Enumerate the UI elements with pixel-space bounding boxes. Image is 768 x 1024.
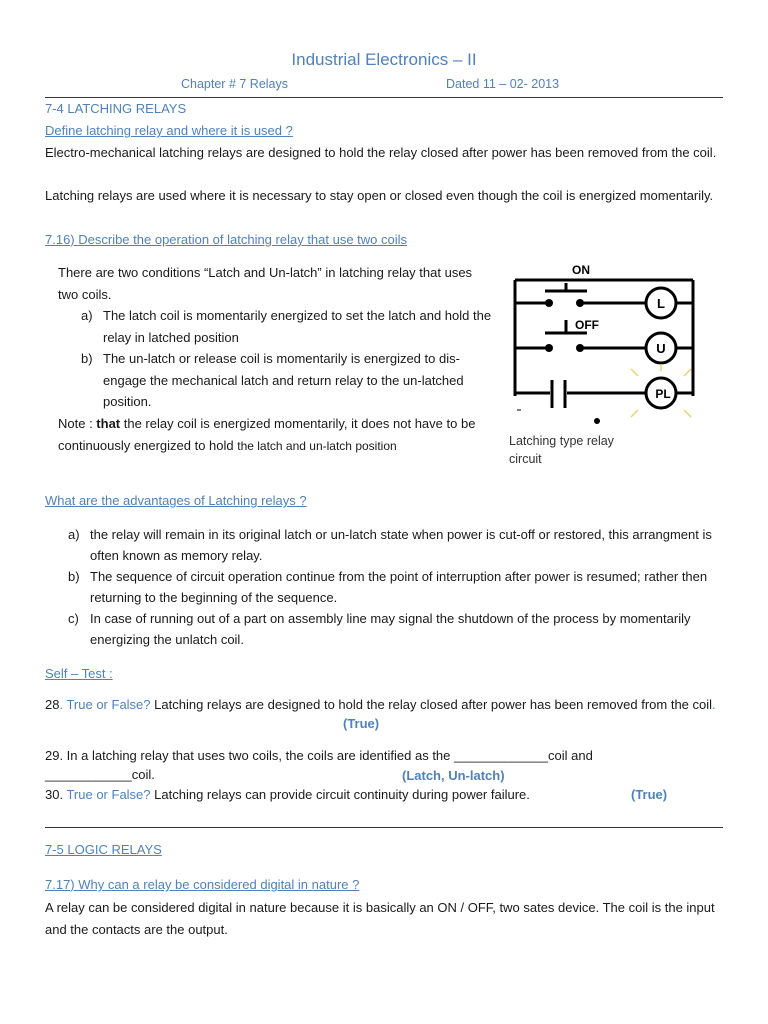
coil-u-label: U <box>656 341 666 356</box>
off-label: OFF <box>575 318 599 332</box>
list-item: a) The latch coil is momentarily energized to set the latch and hold the relay in latched position <box>81 308 492 345</box>
question-29: 29. In a latching relay that uses two coils, the coils are identified as the _____________coil and <box>45 748 593 763</box>
pilot-light-label: PL <box>655 387 671 401</box>
date-label: Dated 11 – 02- 2013 <box>446 77 560 91</box>
answer-29: (Latch, Un-latch) <box>402 768 505 783</box>
header-divider <box>45 97 723 98</box>
two-coil-intro: There are two conditions “Latch and Un-latch” in latching relay that uses two coils. <box>58 265 473 302</box>
on-label: ON <box>572 263 590 277</box>
note-paragraph: Note : that the relay coil is energized momentarily, it does not have to be continuously energized to hold the latch and un-latch position <box>58 416 476 453</box>
question-define-latching-relay: Define latching relay and where it is used ? <box>45 123 293 138</box>
question-7-16: 7.16) Describe the operation of latching relay that use two coils <box>45 232 408 247</box>
diagram-caption: Latching type relay circuit <box>509 434 614 466</box>
question-7-17: 7.17) Why can a relay be considered digital in nature ? <box>45 877 360 892</box>
chapter-label: Chapter # 7 Relays <box>181 77 289 91</box>
answer-7-17: A relay can be considered digital in nature because it is basically an ON / OFF, two sates device. The coil is the input and the contacts are the output. <box>45 900 715 937</box>
document-title: Industrial Electronics – II <box>291 50 477 69</box>
list-item: b) The sequence of circuit operation continue from the point of interruption after power is resumed; rather then returning to the beginning of the sequence. <box>68 569 708 605</box>
paragraph-latching-usage: Latching relays are used where it is necessary to stay open or closed even though the coil is energized momentarily. <box>45 188 714 203</box>
list-item: b) The un-latch or release coil is momentarily is energized to dis-engage the mechanical latch and return relay to the un-latched position. <box>81 351 464 409</box>
answer-30: (True) <box>631 787 668 802</box>
coil-l-label: L <box>657 296 665 311</box>
latching-relay-circuit-diagram <box>505 258 720 428</box>
section-divider <box>45 827 723 828</box>
list-item: c) In case of running out of a part on assembly line may signal the shutdown of the process by momentarily energizing the unlatch coil. <box>68 611 691 647</box>
answer-28: (True) <box>343 716 380 731</box>
paragraph-latching-definition: Electro-mechanical latching relays are designed to hold the relay closed after power has been removed from the coil. <box>45 145 717 160</box>
list-item: a) the relay will remain in its original latch or un-latch state when power is cut-off or restored, this arrangment is often known as memory relay. <box>68 527 712 563</box>
question-28: 28. True or False? Latching relays are designed to hold the relay closed after power has been removed from the coil. <box>45 697 716 712</box>
question-30: 30. True or False? Latching relays can provide circuit continuity during power failure. <box>45 787 530 802</box>
section-heading-latching-relays: 7-4 LATCHING RELAYS <box>45 101 187 116</box>
section-heading-logic-relays: 7-5 LOGIC RELAYS <box>45 842 162 857</box>
question-29-line2: ____________coil. <box>45 767 155 782</box>
question-advantages: What are the advantages of Latching relays ? <box>45 493 307 508</box>
stray-dot <box>594 418 600 424</box>
advantages-list <box>68 524 730 650</box>
two-coil-list <box>81 305 493 413</box>
self-test-heading: Self – Test : <box>45 666 113 681</box>
